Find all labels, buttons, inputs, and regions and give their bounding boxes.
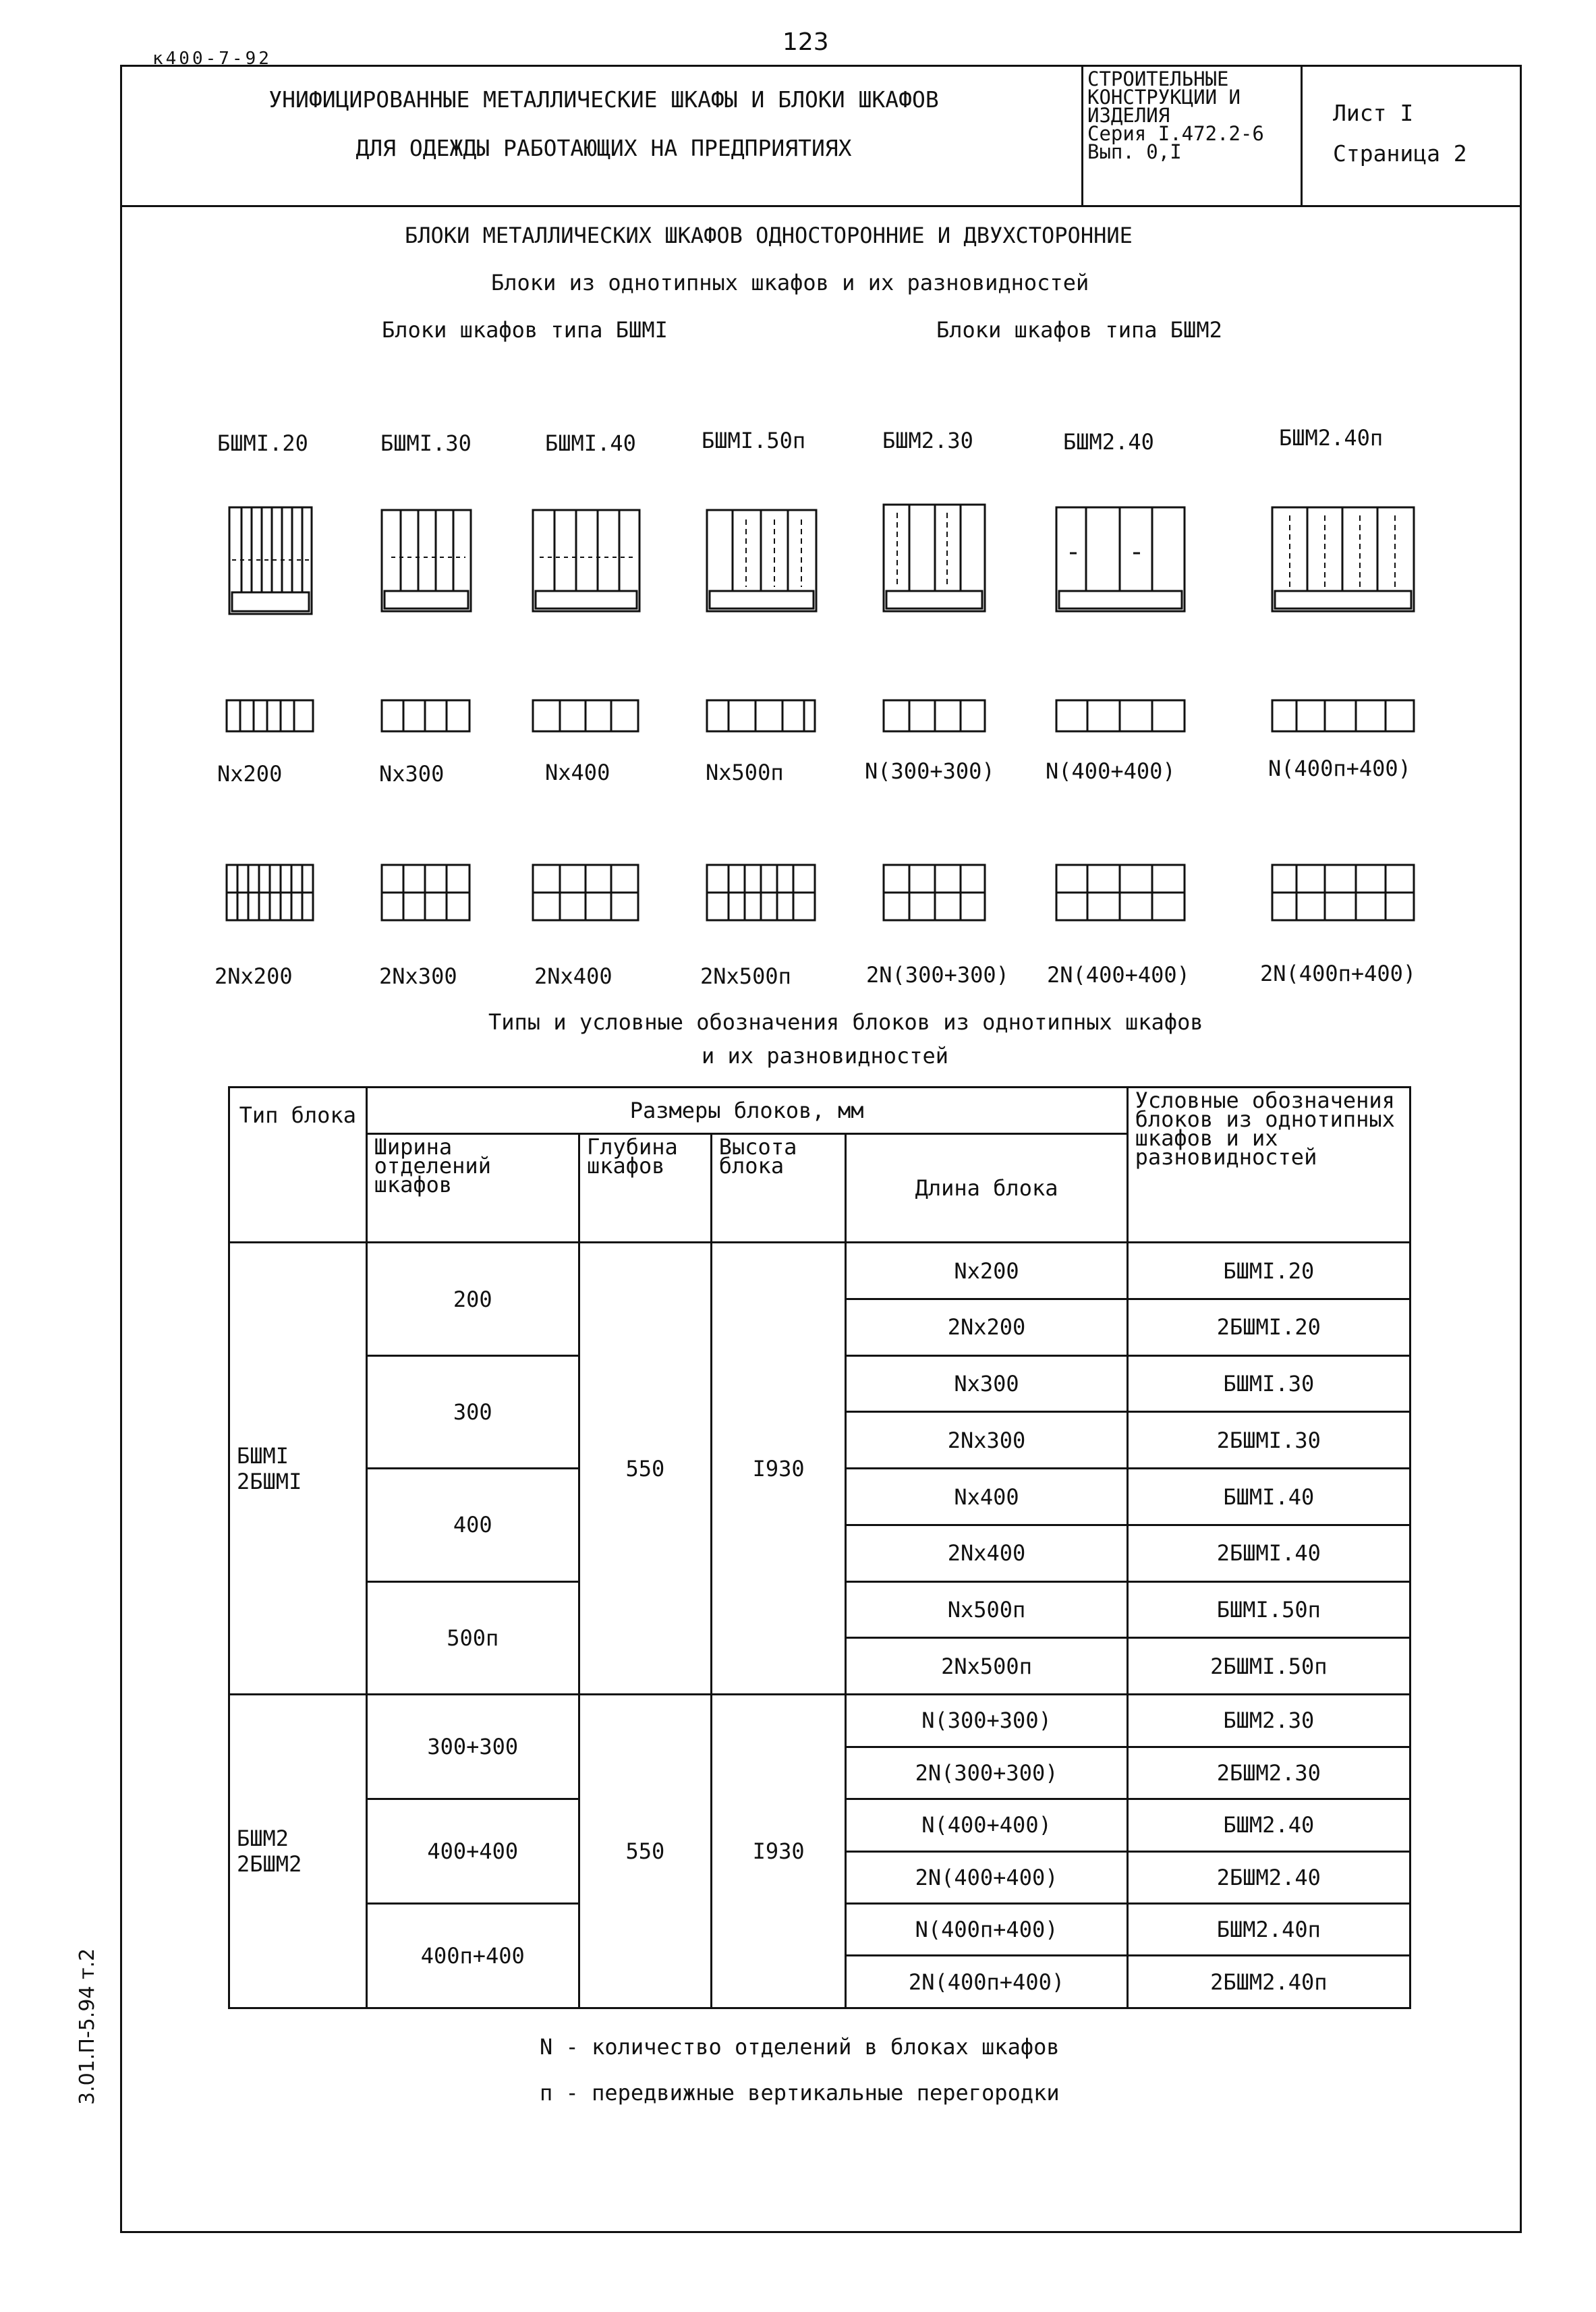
single-length-label: Nx200	[217, 761, 283, 787]
single-plan-view	[533, 700, 638, 731]
cabinet-front-view	[229, 507, 312, 614]
header-height: Высота блока	[711, 1134, 846, 1243]
length-cell: Nx400	[846, 1469, 1127, 1525]
designation-cell: 2БШМ2.40	[1127, 1851, 1410, 1903]
header-length: Длина блока	[846, 1134, 1127, 1243]
double-plan-view	[227, 865, 313, 920]
series-line: Вып. 0,I	[1087, 140, 1182, 163]
double-plan-view	[533, 865, 638, 920]
header-title-line1: УНИФИЦИРОВАННЫЕ МЕТАЛЛИЧЕСКИЕ ШКАФЫ И БЛОКИ ШКАФОВ	[268, 86, 939, 113]
designation-cell: БШМI.20	[1127, 1243, 1410, 1299]
length-cell: Nx300	[846, 1355, 1127, 1412]
single-length-label: N(300+300)	[865, 758, 995, 784]
double-plan-view	[1056, 865, 1185, 920]
length-cell: 2Nx300	[846, 1412, 1127, 1469]
length-cell: 2N(300+300)	[846, 1747, 1127, 1799]
note-item: N - количество отделений в блоках шкафов	[540, 2034, 1060, 2060]
cabinet-front-view	[1056, 507, 1185, 611]
depth-cell: 550	[579, 1695, 711, 2008]
header-dimensions: Размеры блоков, мм	[366, 1088, 1127, 1134]
block-name: БШМI.40	[545, 430, 636, 456]
designation-cell: БШМI.30	[1127, 1355, 1410, 1412]
length-cell: Nx200	[846, 1243, 1127, 1299]
double-plan-view	[382, 865, 469, 920]
double-length-label: 2N(400п+400)	[1260, 961, 1417, 986]
single-length-label: Nx400	[545, 760, 610, 785]
length-cell: N(400+400)	[846, 1799, 1127, 1851]
cabinet-front-view	[1272, 507, 1414, 611]
section-title: БЛОКИ МЕТАЛЛИЧЕСКИХ ШКАФОВ ОДНОСТОРОННИЕ И ДВУХСТОРОННИЕ	[405, 223, 1133, 248]
series-line: Серия I.472.2-6	[1087, 122, 1264, 145]
length-cell: 2N(400+400)	[846, 1851, 1127, 1903]
series-line: КОНСТРУКЦИИ И	[1087, 86, 1241, 109]
designation-cell: БШМ2.40п	[1127, 1903, 1410, 1955]
width-cell: 300+300	[366, 1695, 579, 1799]
designation-cell: 2БШМ2.40п	[1127, 1956, 1410, 2008]
width-cell: 300	[366, 1355, 579, 1468]
block-types-table	[228, 1086, 1411, 2009]
length-cell: 2Nx500п	[846, 1638, 1127, 1695]
header-designation: Условные обозначения блоков из однотипных шкафов и их разновидностей	[1127, 1088, 1410, 1243]
block-name: БШМI.20	[217, 430, 308, 456]
single-plan-view	[382, 700, 469, 731]
designation-cell: 2БШМI.30	[1127, 1412, 1410, 1469]
cabinet-front-view	[382, 510, 471, 611]
section-subtitle: Блоки из однотипных шкафов и их разновидностей	[491, 270, 1089, 295]
note-item: п - передвижные вертикальные перегородки	[540, 2080, 1060, 2106]
double-length-label: 2Nx400	[534, 963, 612, 989]
block-name: БШМI.30	[380, 430, 472, 456]
side-code: 3.01.П-5.94 т.2	[76, 1948, 99, 2105]
height-cell: I930	[711, 1243, 846, 1695]
sheet-number: Лист I	[1333, 100, 1414, 126]
length-cell: Nx500п	[846, 1581, 1127, 1638]
block-name: БШМI.50п	[702, 428, 806, 453]
table-caption-line1: Типы и условные обозначения блоков из однотипных шкафов	[488, 1009, 1203, 1035]
block-name: БШМ2.40п	[1279, 425, 1384, 451]
series-line: ИЗДЕЛИЯ	[1087, 104, 1170, 127]
single-length-label: N(400+400)	[1046, 758, 1176, 784]
width-cell: 400	[366, 1469, 579, 1581]
header-title-line2: ДЛЯ ОДЕЖДЫ РАБОТАЮЩИХ НА ПРЕДПРИЯТИЯХ	[355, 135, 852, 161]
page-number: 123	[782, 28, 829, 56]
single-plan-view	[884, 700, 985, 731]
double-plan-view	[1272, 865, 1414, 920]
designation-cell: 2БШМI.20	[1127, 1299, 1410, 1356]
cabinet-front-view	[884, 505, 985, 611]
designation-cell: БШМI.40	[1127, 1469, 1410, 1525]
block-name: БШМ2.40	[1063, 429, 1154, 455]
block-type-cell: БШМ2 2БШМ2	[229, 1695, 367, 2008]
length-cell: 2Nx400	[846, 1525, 1127, 1581]
designation-cell: 2БШМ2.30	[1127, 1747, 1410, 1799]
height-cell: I930	[711, 1695, 846, 2008]
header-type: Тип блока	[229, 1088, 367, 1243]
block-type-cell: БШМI 2БШМI	[229, 1243, 367, 1695]
single-plan-view	[707, 700, 815, 731]
single-length-label: N(400п+400)	[1268, 756, 1411, 781]
length-cell: 2N(400п+400)	[846, 1956, 1127, 2008]
double-length-label: 2N(300+300)	[866, 962, 1009, 988]
length-cell: N(400п+400)	[846, 1903, 1127, 1955]
group2-title: Блоки шкафов типа БШМ2	[936, 317, 1222, 343]
double-length-label: 2Nx300	[379, 963, 457, 989]
length-cell: 2Nx200	[846, 1299, 1127, 1356]
width-cell: 400п+400	[366, 1903, 579, 2008]
document-id: к400-7-92	[152, 49, 272, 69]
designation-cell: БШМI.50п	[1127, 1581, 1410, 1638]
double-plan-view	[884, 865, 985, 920]
series-line: СТРОИТЕЛЬНЫЕ	[1087, 67, 1229, 90]
single-length-label: Nx500п	[706, 760, 784, 785]
double-length-label: 2Nx500п	[700, 963, 791, 989]
designation-cell: 2БШМI.50п	[1127, 1638, 1410, 1695]
table-caption-line2: и их разновидностей	[702, 1043, 949, 1069]
group1-title: Блоки шкафов типа БШМI	[382, 317, 668, 343]
width-cell: 400+400	[366, 1799, 579, 1904]
sheet-page: Страница 2	[1333, 140, 1467, 167]
header-width: Ширина отделений шкафов	[366, 1134, 579, 1243]
notes	[540, 2024, 1060, 2116]
single-plan-view	[1056, 700, 1185, 731]
length-cell: N(300+300)	[846, 1695, 1127, 1747]
designation-cell: БШМ2.30	[1127, 1695, 1410, 1747]
single-length-label: Nx300	[379, 761, 445, 787]
block-drawings	[0, 0, 1596, 1012]
double-length-label: 2N(400+400)	[1047, 962, 1190, 988]
depth-cell: 550	[579, 1243, 711, 1695]
single-plan-view	[1272, 700, 1414, 731]
width-cell: 500п	[366, 1581, 579, 1694]
width-cell: 200	[366, 1243, 579, 1355]
header-depth: Глубина шкафов	[579, 1134, 711, 1243]
designation-cell: БШМ2.40	[1127, 1799, 1410, 1851]
designation-cell: 2БШМI.40	[1127, 1525, 1410, 1581]
double-plan-view	[707, 865, 815, 920]
cabinet-front-view	[707, 510, 816, 611]
cabinet-front-view	[533, 510, 639, 611]
single-plan-view	[227, 700, 313, 731]
block-name: БШМ2.30	[882, 428, 973, 453]
double-length-label: 2Nx200	[215, 963, 293, 989]
